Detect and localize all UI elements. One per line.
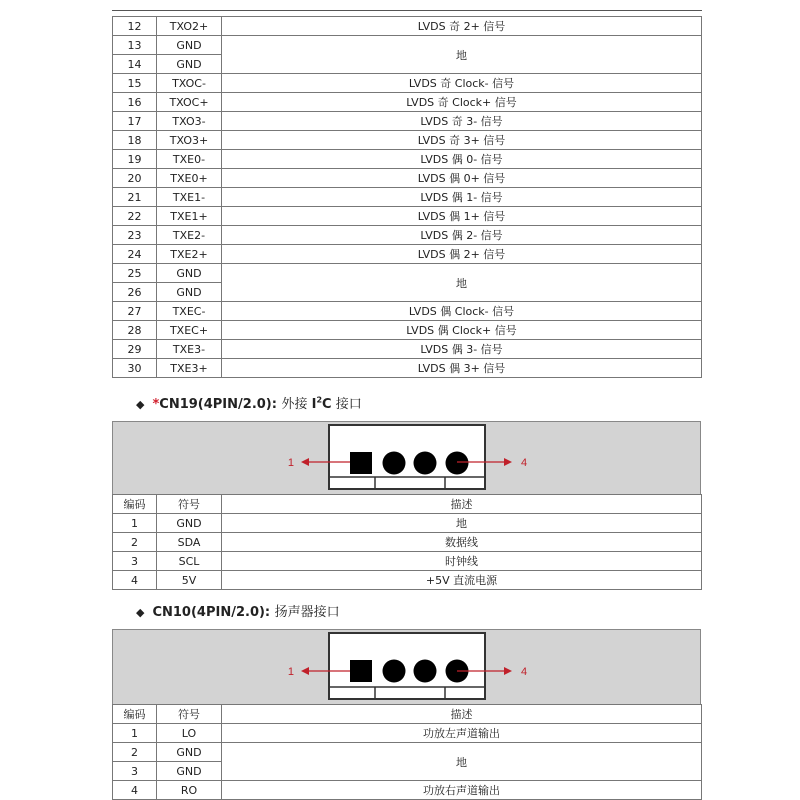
table-row <box>113 245 702 264</box>
pin-description: 地 <box>222 514 702 533</box>
table-row <box>113 112 702 131</box>
pin-symbol: GND <box>157 283 222 302</box>
pin-description: LVDS 偶 0+ 信号 <box>222 169 702 188</box>
header-no: 编码 <box>113 495 157 514</box>
pin-number: 2 <box>113 533 157 552</box>
table-row <box>113 36 702 55</box>
pin-symbol: GND <box>157 514 222 533</box>
pin-description: +5V 直流电源 <box>222 571 702 590</box>
pin-number: 3 <box>113 762 157 781</box>
table-row <box>113 533 702 552</box>
right-arrow-icon <box>504 458 512 466</box>
cn19-desc-sup: 2 <box>316 395 323 405</box>
pin-description: LVDS 偶 3- 信号 <box>222 340 702 359</box>
pin-description: LVDS 奇 Clock- 信号 <box>222 74 702 93</box>
pin-number: 28 <box>113 321 157 340</box>
pin-number: 24 <box>113 245 157 264</box>
pin-description: 地 <box>222 264 702 302</box>
cn19-heading <box>136 393 362 412</box>
pin-symbol: GND <box>157 264 222 283</box>
pin-description: LVDS 偶 1+ 信号 <box>222 207 702 226</box>
pin-number: 29 <box>113 340 157 359</box>
pin-symbol: GND <box>157 36 222 55</box>
table-row <box>113 359 702 378</box>
pin-description: 功放左声道输出 <box>222 724 702 743</box>
pin-symbol: TXEC+ <box>157 321 222 340</box>
table-row <box>113 552 702 571</box>
cn19-connector-diagram <box>112 421 701 495</box>
pin-number: 23 <box>113 226 157 245</box>
pin-description: LVDS 奇 3- 信号 <box>222 112 702 131</box>
cn10-connector-diagram <box>112 629 701 705</box>
table-row <box>113 93 702 112</box>
table-row <box>113 188 702 207</box>
table-row <box>113 169 702 188</box>
pin-symbol: TXE3- <box>157 340 222 359</box>
header-desc: 描述 <box>222 705 702 724</box>
pin-description: 时钟线 <box>222 552 702 571</box>
pin-symbol: GND <box>157 743 222 762</box>
cn19-desc-prefix: 外接 <box>281 397 312 412</box>
pin-4-label: 4 <box>521 666 528 678</box>
lvds-pin-table <box>112 16 702 378</box>
pin-number: 22 <box>113 207 157 226</box>
pin-description: 功放右声道输出 <box>222 781 702 800</box>
cn10-heading <box>136 601 340 620</box>
pin-symbol: TXO3+ <box>157 131 222 150</box>
table-row <box>113 74 702 93</box>
table-row <box>113 302 702 321</box>
pin-number: 17 <box>113 112 157 131</box>
pin-description: 地 <box>222 36 702 74</box>
table-row <box>113 131 702 150</box>
pin-description: LVDS 偶 Clock+ 信号 <box>222 321 702 340</box>
left-arrow-icon <box>301 458 309 466</box>
pin-symbol: TXE2- <box>157 226 222 245</box>
round-pin-icon <box>383 660 406 683</box>
pin-number: 12 <box>113 17 157 36</box>
square-pin-icon <box>350 660 372 682</box>
pin-description: LVDS 奇 3+ 信号 <box>222 131 702 150</box>
pin-number: 2 <box>113 743 157 762</box>
cn19-title: CN19(4PIN/2.0): <box>159 397 277 412</box>
pin-symbol: GND <box>157 762 222 781</box>
round-pin-icon <box>414 660 437 683</box>
cn19-connector-svg <box>113 422 702 496</box>
pin-symbol: RO <box>157 781 222 800</box>
pin-description: LVDS 偶 2+ 信号 <box>222 245 702 264</box>
pin-number: 21 <box>113 188 157 207</box>
diamond-bullet-icon: ◆ <box>136 606 145 619</box>
table-row <box>113 781 702 800</box>
pin-number: 4 <box>113 571 157 590</box>
pin-1-label: 1 <box>287 457 294 469</box>
cn19-pin-table <box>112 494 702 590</box>
round-pin-icon <box>446 452 469 475</box>
cn19-desc-suffix: 接口 <box>331 397 362 412</box>
pin-symbol: SDA <box>157 533 222 552</box>
cn10-connector-svg <box>113 630 702 706</box>
table-row <box>113 571 702 590</box>
table-row <box>113 17 702 36</box>
table-row <box>113 226 702 245</box>
header-symbol: 符号 <box>157 705 222 724</box>
table-header-row <box>113 495 702 514</box>
table-row <box>113 340 702 359</box>
table-row <box>113 207 702 226</box>
round-pin-icon <box>414 452 437 475</box>
pin-number: 19 <box>113 150 157 169</box>
pin-symbol: TXEC- <box>157 302 222 321</box>
pin-symbol: LO <box>157 724 222 743</box>
pin-number: 4 <box>113 781 157 800</box>
table-row <box>113 724 702 743</box>
pin-symbol: TXO3- <box>157 112 222 131</box>
pin-symbol: TXE3+ <box>157 359 222 378</box>
diamond-bullet-icon: ◆ <box>136 398 145 411</box>
table-row <box>113 264 702 283</box>
pin-description: LVDS 奇 Clock+ 信号 <box>222 93 702 112</box>
cn10-title: CN10(4PIN/2.0): <box>152 605 271 620</box>
page-top-rule <box>112 10 702 11</box>
header-no: 编码 <box>113 705 157 724</box>
pin-number: 25 <box>113 264 157 283</box>
pin-symbol: TXE2+ <box>157 245 222 264</box>
header-desc: 描述 <box>222 495 702 514</box>
pin-symbol: TXE1- <box>157 188 222 207</box>
table-row <box>113 743 702 762</box>
pin-symbol: TXO2+ <box>157 17 222 36</box>
pin-symbol: 5V <box>157 571 222 590</box>
pin-symbol: TXOC- <box>157 74 222 93</box>
pin-number: 14 <box>113 55 157 74</box>
pin-number: 3 <box>113 552 157 571</box>
square-pin-icon <box>350 452 372 474</box>
pin-number: 16 <box>113 93 157 112</box>
pin-symbol: TXE1+ <box>157 207 222 226</box>
cn19-desc-c: C <box>322 397 332 412</box>
pin-symbol: SCL <box>157 552 222 571</box>
header-symbol: 符号 <box>157 495 222 514</box>
pin-description: LVDS 偶 3+ 信号 <box>222 359 702 378</box>
cn10-desc: 扬声器接口 <box>274 605 340 620</box>
pin-number: 18 <box>113 131 157 150</box>
pin-number: 27 <box>113 302 157 321</box>
pin-number: 26 <box>113 283 157 302</box>
pin-1-label: 1 <box>287 666 294 678</box>
pin-4-label: 4 <box>521 457 528 469</box>
right-arrow-icon <box>504 667 512 675</box>
pin-description: LVDS 奇 2+ 信号 <box>222 17 702 36</box>
pin-description: 数据线 <box>222 533 702 552</box>
pin-number: 1 <box>113 514 157 533</box>
pin-symbol: TXOC+ <box>157 93 222 112</box>
pin-description: 地 <box>222 743 702 781</box>
pin-description: LVDS 偶 2- 信号 <box>222 226 702 245</box>
pin-number: 1 <box>113 724 157 743</box>
required-star: * <box>152 397 160 412</box>
left-arrow-icon <box>301 667 309 675</box>
table-row <box>113 321 702 340</box>
round-pin-icon <box>383 452 406 475</box>
pin-description: LVDS 偶 1- 信号 <box>222 188 702 207</box>
table-row <box>113 514 702 533</box>
pin-number: 13 <box>113 36 157 55</box>
pin-number: 20 <box>113 169 157 188</box>
pin-symbol: TXE0+ <box>157 169 222 188</box>
cn19-desc-i: I <box>311 397 317 412</box>
table-header-row <box>113 705 702 724</box>
pin-symbol: TXE0- <box>157 150 222 169</box>
pin-description: LVDS 偶 Clock- 信号 <box>222 302 702 321</box>
pin-description: LVDS 偶 0- 信号 <box>222 150 702 169</box>
pin-number: 15 <box>113 74 157 93</box>
table-row <box>113 150 702 169</box>
pin-symbol: GND <box>157 55 222 74</box>
pin-number: 30 <box>113 359 157 378</box>
cn10-pin-table <box>112 704 702 800</box>
